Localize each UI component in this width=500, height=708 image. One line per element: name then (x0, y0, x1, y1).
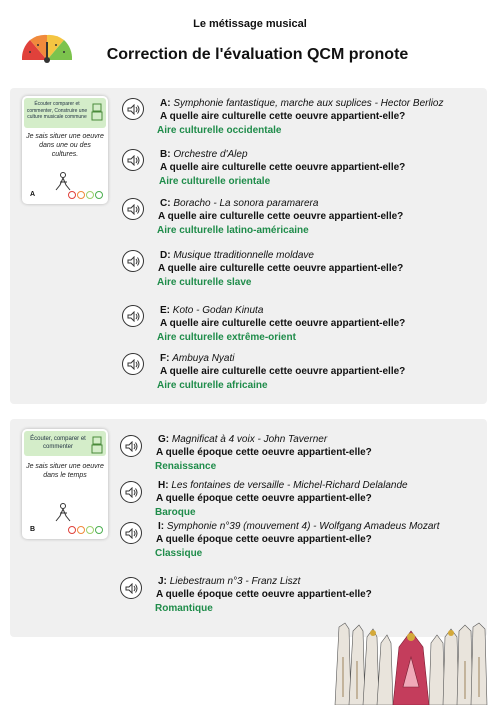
speaker-icon (127, 104, 140, 115)
question-text: A quelle aire culturelle cette oeuvre appartient-elle? (158, 211, 404, 222)
play-audio-button[interactable] (122, 305, 144, 327)
play-audio-button[interactable] (122, 149, 144, 171)
smile-face-icon (86, 191, 94, 199)
question-text: A quelle aire culturelle cette oeuvre appartient-elle? (160, 162, 406, 173)
piece-title: Les fontaines de versaille - Michel-Richard Delalande (171, 480, 408, 491)
speaker-icon (127, 204, 140, 215)
answer-text: Aire culturelle latino-américaine (157, 225, 309, 236)
section-periods (10, 419, 487, 637)
piece-title: Magnificat à 4 voix - John Taverner (171, 434, 328, 445)
piece-title: Koto - Godan Kinuta (172, 305, 264, 316)
question-letter: A: (160, 98, 171, 109)
answer-text: Aire culturelle africaine (157, 380, 268, 391)
answer-text: Renaissance (155, 461, 217, 472)
question-text: A quelle époque cette oeuvre appartient-elle? (156, 493, 372, 504)
neutral-face-icon (77, 526, 85, 534)
play-audio-button[interactable] (122, 198, 144, 220)
section-cultural-areas (10, 88, 487, 404)
speaker-icon (125, 441, 138, 452)
play-audio-button[interactable] (122, 353, 144, 375)
orchestra-illustration (333, 617, 489, 705)
smile-face-icon (86, 526, 94, 534)
speaker-icon (127, 155, 140, 166)
question-text: A quelle aire culturelle cette oeuvre appartient-elle? (158, 263, 404, 274)
musician-figure-icon (52, 503, 74, 523)
question-text: A quelle époque cette oeuvre appartient-elle? (156, 589, 372, 600)
speaker-icon (125, 528, 138, 539)
question-letter: G: (158, 434, 170, 445)
robot-icon (90, 102, 104, 122)
piece-title: Musique ttraditionnelle moldave (173, 250, 314, 261)
skill-card-text: Je sais situer une oeuvre dans le temps (26, 463, 104, 479)
answer-text: Aire culturelle extrême-orient (157, 332, 296, 343)
question-letter: C: (160, 198, 171, 209)
question-letter: F: (160, 353, 170, 364)
speaker-icon (127, 256, 140, 267)
rating-smileys (68, 191, 103, 199)
skill-card-text: Je sais situer une oeuvre dans une ou des cultures. (26, 133, 104, 158)
skill-card-header: Écouter, comparer et commenter (30, 436, 86, 450)
question-letter: J: (158, 576, 167, 587)
robot-icon (90, 435, 104, 455)
question-text: A quelle aire culturelle cette oeuvre appartient-elle? (160, 111, 406, 122)
piece-title: Liebestraum n°3 - Franz Liszt (169, 576, 301, 587)
happy-face-icon (95, 526, 103, 534)
question-letter: H: (158, 480, 169, 491)
answer-text: Aire culturelle occidentale (157, 125, 282, 136)
piece-title: Ambuya Nyati (172, 353, 235, 364)
play-audio-button[interactable] (122, 98, 144, 120)
question-text: A quelle époque cette oeuvre appartient-elle? (156, 534, 372, 545)
piece-title: Orchestre d'Alep (173, 149, 248, 160)
neutral-face-icon (77, 191, 85, 199)
musician-figure-icon (52, 172, 74, 192)
piece-title: Symphonie n°39 (mouvement 4) - Wolfgang Amadeus Mozart (166, 521, 440, 532)
play-audio-button[interactable] (120, 522, 142, 544)
speaker-icon (127, 359, 140, 370)
answer-text: Baroque (155, 507, 196, 518)
question-letter: I: (158, 521, 165, 532)
piece-title: Boracho - La sonora paramarera (173, 198, 319, 209)
question-text: A quelle aire culturelle cette oeuvre appartient-elle? (160, 366, 406, 377)
course-title: Le métissage musical (193, 18, 307, 30)
answer-text: Aire culturelle slave (157, 277, 252, 288)
speaker-icon (125, 583, 138, 594)
answer-text: Classique (155, 548, 203, 559)
sad-face-icon (68, 526, 76, 534)
answer-text: Romantique (155, 603, 213, 614)
skill-card-header: Écouter comparer et commenter, Construire une culture musicale commune (26, 101, 88, 120)
question-text: A quelle aire culturelle cette oeuvre appartient-elle? (160, 318, 406, 329)
speaker-icon (125, 487, 138, 498)
piece-title: Symphonie fantastique, marche aux suplices - Hector Berlioz (173, 98, 444, 109)
page-title: Correction de l'évaluation QCM pronote (106, 46, 409, 63)
happy-face-icon (95, 191, 103, 199)
skill-card-letter: A (30, 191, 36, 198)
question-text: A quelle époque cette oeuvre appartient-elle? (156, 447, 372, 458)
rating-smileys (68, 526, 103, 534)
answer-text: Aire culturelle orientale (159, 176, 271, 187)
question-letter: B: (160, 149, 171, 160)
speaker-icon (127, 311, 140, 322)
question-letter: D: (160, 250, 171, 261)
play-audio-button[interactable] (122, 250, 144, 272)
sad-face-icon (68, 191, 76, 199)
skill-card-letter: B (30, 526, 36, 533)
skill-card-a (22, 96, 108, 204)
skill-card-b (22, 429, 108, 539)
question-letter: E: (160, 305, 170, 316)
play-audio-button[interactable] (120, 481, 142, 503)
play-audio-button[interactable] (120, 435, 142, 457)
play-audio-button[interactable] (120, 577, 142, 599)
